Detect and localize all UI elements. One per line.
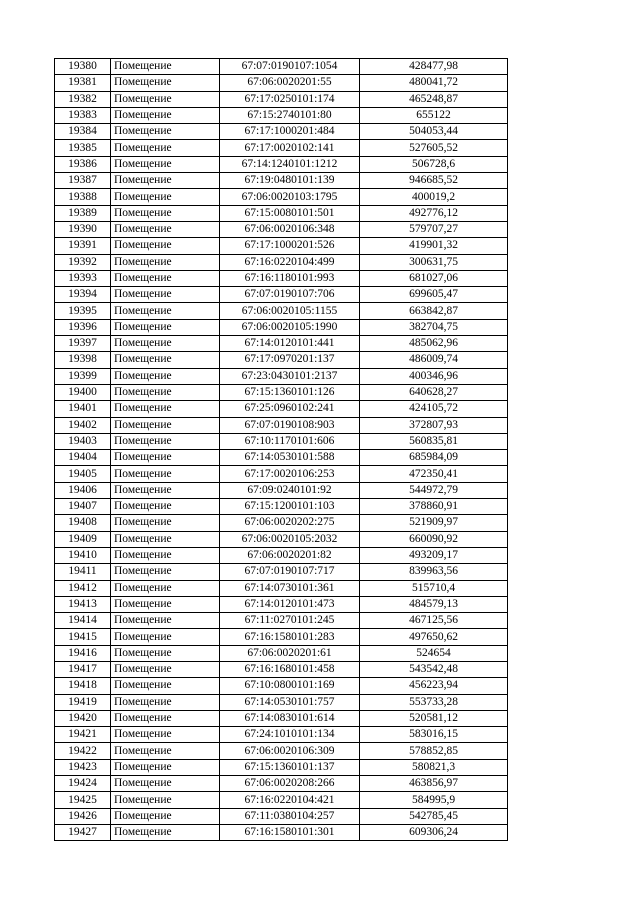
table-row	[55, 482, 508, 498]
cadastral-number-cell: 67:10:0800101:169	[220, 678, 360, 694]
table-row	[55, 515, 508, 531]
table-row	[55, 433, 508, 449]
table-row	[55, 710, 508, 726]
table-row	[55, 596, 508, 612]
row-number-cell: 19400	[55, 384, 111, 400]
object-type-cell: Помещение	[111, 515, 220, 531]
cadastral-number-cell: 67:14:1240101:1212	[220, 156, 360, 172]
cadastral-number-cell: 67:16:0220104:499	[220, 254, 360, 270]
row-number-cell: 19390	[55, 221, 111, 237]
object-type-cell: Помещение	[111, 140, 220, 156]
cadastral-number-cell: 67:15:1360101:137	[220, 759, 360, 775]
cadastral-value-cell: 382704,75	[360, 319, 508, 335]
cadastral-number-cell: 67:06:0020201:82	[220, 547, 360, 563]
row-number-cell: 19384	[55, 124, 111, 140]
table-row	[55, 661, 508, 677]
cadastral-value-cell: 465248,87	[360, 91, 508, 107]
row-number-cell: 19417	[55, 661, 111, 677]
object-type-cell: Помещение	[111, 824, 220, 840]
object-type-cell: Помещение	[111, 661, 220, 677]
cadastral-number-cell: 67:15:1200101:103	[220, 499, 360, 515]
row-number-cell: 19406	[55, 482, 111, 498]
cadastral-number-cell: 67:07:0190107:717	[220, 564, 360, 580]
cadastral-number-cell: 67:14:0530101:757	[220, 694, 360, 710]
object-type-cell: Помещение	[111, 270, 220, 286]
cadastral-value-cell: 660090,92	[360, 531, 508, 547]
cadastral-value-cell: 378860,91	[360, 499, 508, 515]
table-row	[55, 547, 508, 563]
table-row	[55, 808, 508, 824]
object-type-cell: Помещение	[111, 776, 220, 792]
cadastral-value-cell: 428477,98	[360, 59, 508, 75]
row-number-cell: 19401	[55, 401, 111, 417]
object-type-cell: Помещение	[111, 727, 220, 743]
cadastral-number-cell: 67:06:0020106:309	[220, 743, 360, 759]
table-row	[55, 107, 508, 123]
cadastral-value-cell: 515710,4	[360, 580, 508, 596]
row-number-cell: 19383	[55, 107, 111, 123]
table-row	[55, 189, 508, 205]
cadastral-number-cell: 67:06:0020105:2032	[220, 531, 360, 547]
cadastral-value-cell: 467125,56	[360, 613, 508, 629]
cadastral-number-cell: 67:09:0240101:92	[220, 482, 360, 498]
object-type-cell: Помещение	[111, 205, 220, 221]
object-type-cell: Помещение	[111, 613, 220, 629]
object-type-cell: Помещение	[111, 173, 220, 189]
row-number-cell: 19396	[55, 319, 111, 335]
object-type-cell: Помещение	[111, 531, 220, 547]
cadastral-value-cell: 560835,81	[360, 433, 508, 449]
object-type-cell: Помещение	[111, 287, 220, 303]
cadastral-number-cell: 67:16:1680101:458	[220, 661, 360, 677]
object-type-cell: Помещение	[111, 792, 220, 808]
table-row	[55, 466, 508, 482]
row-number-cell: 19423	[55, 759, 111, 775]
object-type-cell: Помещение	[111, 124, 220, 140]
table-row	[55, 759, 508, 775]
row-number-cell: 19402	[55, 417, 111, 433]
row-number-cell: 19412	[55, 580, 111, 596]
cadastral-number-cell: 67:17:0020102:141	[220, 140, 360, 156]
object-type-cell: Помещение	[111, 645, 220, 661]
object-type-cell: Помещение	[111, 499, 220, 515]
cadastral-number-cell: 67:25:0960102:241	[220, 401, 360, 417]
cadastral-number-cell: 67:06:0020208:266	[220, 776, 360, 792]
row-number-cell: 19380	[55, 59, 111, 75]
cadastral-value-cell: 527605,52	[360, 140, 508, 156]
cadastral-value-cell: 553733,28	[360, 694, 508, 710]
row-number-cell: 19397	[55, 336, 111, 352]
object-type-cell: Помещение	[111, 564, 220, 580]
object-type-cell: Помещение	[111, 678, 220, 694]
object-type-cell: Помещение	[111, 482, 220, 498]
object-type-cell: Помещение	[111, 75, 220, 91]
table-row	[55, 776, 508, 792]
cadastral-number-cell: 67:16:1180101:993	[220, 270, 360, 286]
table-row	[55, 401, 508, 417]
cadastral-value-cell: 463856,97	[360, 776, 508, 792]
cadastral-value-cell: 480041,72	[360, 75, 508, 91]
object-type-cell: Помещение	[111, 91, 220, 107]
cadastral-number-cell: 67:06:0020202:275	[220, 515, 360, 531]
cadastral-number-cell: 67:14:0730101:361	[220, 580, 360, 596]
cadastral-value-cell: 579707,27	[360, 221, 508, 237]
object-type-cell: Помещение	[111, 303, 220, 319]
table-row	[55, 156, 508, 172]
cadastral-value-cell: 497650,62	[360, 629, 508, 645]
object-type-cell: Помещение	[111, 189, 220, 205]
row-number-cell: 19403	[55, 433, 111, 449]
cadastral-number-cell: 67:15:2740101:80	[220, 107, 360, 123]
row-number-cell: 19404	[55, 450, 111, 466]
object-type-cell: Помещение	[111, 710, 220, 726]
cadastral-value-cell: 543542,48	[360, 661, 508, 677]
object-type-cell: Помещение	[111, 759, 220, 775]
table-row	[55, 450, 508, 466]
object-type-cell: Помещение	[111, 547, 220, 563]
cadastral-value-cell: 640628,27	[360, 384, 508, 400]
object-type-cell: Помещение	[111, 336, 220, 352]
cadastral-value-cell: 300631,75	[360, 254, 508, 270]
row-number-cell: 19413	[55, 596, 111, 612]
table-row	[55, 75, 508, 91]
cadastral-value-cell: 521909,97	[360, 515, 508, 531]
table-row	[55, 352, 508, 368]
table-row	[55, 792, 508, 808]
cadastral-value-cell: 544972,79	[360, 482, 508, 498]
row-number-cell: 19405	[55, 466, 111, 482]
cadastral-value-cell: 609306,24	[360, 824, 508, 840]
cadastral-number-cell: 67:16:1580101:283	[220, 629, 360, 645]
cadastral-number-cell: 67:17:0970201:137	[220, 352, 360, 368]
object-type-cell: Помещение	[111, 59, 220, 75]
table-row	[55, 727, 508, 743]
table-row	[55, 254, 508, 270]
row-number-cell: 19394	[55, 287, 111, 303]
cadastral-value-cell: 424105,72	[360, 401, 508, 417]
table-row	[55, 221, 508, 237]
table-row	[55, 678, 508, 694]
cadastral-number-cell: 67:10:1170101:606	[220, 433, 360, 449]
cadastral-number-cell: 67:14:0120101:441	[220, 336, 360, 352]
cadastral-value-cell: 504053,44	[360, 124, 508, 140]
row-number-cell: 19385	[55, 140, 111, 156]
table-row	[55, 270, 508, 286]
cadastral-number-cell: 67:15:0080101:501	[220, 205, 360, 221]
table-row	[55, 645, 508, 661]
table-row	[55, 173, 508, 189]
row-number-cell: 19420	[55, 710, 111, 726]
object-type-cell: Помещение	[111, 417, 220, 433]
table-row	[55, 205, 508, 221]
cadastral-number-cell: 67:17:0020106:253	[220, 466, 360, 482]
object-type-cell: Помещение	[111, 319, 220, 335]
cadastral-number-cell: 67:16:1580101:301	[220, 824, 360, 840]
table-row	[55, 417, 508, 433]
cadastral-value-cell: 584995,9	[360, 792, 508, 808]
row-number-cell: 19399	[55, 368, 111, 384]
object-type-cell: Помещение	[111, 107, 220, 123]
object-type-cell: Помещение	[111, 694, 220, 710]
cadastral-number-cell: 67:07:0190107:1054	[220, 59, 360, 75]
object-type-cell: Помещение	[111, 238, 220, 254]
table-row	[55, 287, 508, 303]
cadastral-number-cell: 67:17:1000201:526	[220, 238, 360, 254]
cadastral-number-cell: 67:23:0430101:2137	[220, 368, 360, 384]
object-type-cell: Помещение	[111, 466, 220, 482]
object-type-cell: Помещение	[111, 743, 220, 759]
row-number-cell: 19424	[55, 776, 111, 792]
cadastral-number-cell: 67:14:0120101:473	[220, 596, 360, 612]
cadastral-number-cell: 67:06:0020103:1795	[220, 189, 360, 205]
object-type-cell: Помещение	[111, 156, 220, 172]
object-type-cell: Помещение	[111, 352, 220, 368]
object-type-cell: Помещение	[111, 450, 220, 466]
cadastral-value-cell: 506728,6	[360, 156, 508, 172]
row-number-cell: 19422	[55, 743, 111, 759]
cadastral-number-cell: 67:16:0220104:421	[220, 792, 360, 808]
cadastral-value-cell: 486009,74	[360, 352, 508, 368]
cadastral-value-cell: 400346,96	[360, 368, 508, 384]
cadastral-value-cell: 542785,45	[360, 808, 508, 824]
object-type-cell: Помещение	[111, 433, 220, 449]
row-number-cell: 19392	[55, 254, 111, 270]
row-number-cell: 19416	[55, 645, 111, 661]
cadastral-value-cell: 419901,32	[360, 238, 508, 254]
cadastral-number-cell: 67:17:1000201:484	[220, 124, 360, 140]
cadastral-number-cell: 67:07:0190108:903	[220, 417, 360, 433]
cadastral-value-cell: 839963,56	[360, 564, 508, 580]
row-number-cell: 19381	[55, 75, 111, 91]
table-row	[55, 564, 508, 580]
table-row	[55, 743, 508, 759]
table-row	[55, 384, 508, 400]
cadastral-number-cell: 67:17:0250101:174	[220, 91, 360, 107]
row-number-cell: 19393	[55, 270, 111, 286]
object-type-cell: Помещение	[111, 384, 220, 400]
cadastral-number-cell: 67:06:0020106:348	[220, 221, 360, 237]
object-type-cell: Помещение	[111, 596, 220, 612]
table-body	[55, 59, 508, 841]
object-type-cell: Помещение	[111, 221, 220, 237]
cadastral-value-cell: 681027,06	[360, 270, 508, 286]
cadastral-value-cell: 946685,52	[360, 173, 508, 189]
row-number-cell: 19426	[55, 808, 111, 824]
row-number-cell: 19398	[55, 352, 111, 368]
cadastral-value-table	[54, 58, 508, 841]
cadastral-value-cell: 524654	[360, 645, 508, 661]
cadastral-number-cell: 67:07:0190107:706	[220, 287, 360, 303]
cadastral-number-cell: 67:11:0380104:257	[220, 808, 360, 824]
cadastral-number-cell: 67:14:0830101:614	[220, 710, 360, 726]
row-number-cell: 19409	[55, 531, 111, 547]
row-number-cell: 19414	[55, 613, 111, 629]
table-row	[55, 124, 508, 140]
row-number-cell: 19418	[55, 678, 111, 694]
cadastral-value-cell: 663842,87	[360, 303, 508, 319]
object-type-cell: Помещение	[111, 580, 220, 596]
cadastral-value-cell: 578852,85	[360, 743, 508, 759]
row-number-cell: 19411	[55, 564, 111, 580]
cadastral-value-cell: 456223,94	[360, 678, 508, 694]
cadastral-value-cell: 372807,93	[360, 417, 508, 433]
cadastral-number-cell: 67:24:1010101:134	[220, 727, 360, 743]
cadastral-number-cell: 67:11:0270101:245	[220, 613, 360, 629]
table-row	[55, 613, 508, 629]
cadastral-value-cell: 520581,12	[360, 710, 508, 726]
cadastral-value-cell: 580821,3	[360, 759, 508, 775]
table-row	[55, 531, 508, 547]
table-row	[55, 91, 508, 107]
cadastral-value-cell: 699605,47	[360, 287, 508, 303]
cadastral-value-cell: 492776,12	[360, 205, 508, 221]
row-number-cell: 19427	[55, 824, 111, 840]
cadastral-number-cell: 67:19:0480101:139	[220, 173, 360, 189]
cadastral-value-cell: 400019,2	[360, 189, 508, 205]
cadastral-value-cell: 485062,96	[360, 336, 508, 352]
cadastral-number-cell: 67:15:1360101:126	[220, 384, 360, 400]
row-number-cell: 19391	[55, 238, 111, 254]
row-number-cell: 19407	[55, 499, 111, 515]
object-type-cell: Помещение	[111, 401, 220, 417]
table-row	[55, 238, 508, 254]
row-number-cell: 19410	[55, 547, 111, 563]
cadastral-value-cell: 472350,41	[360, 466, 508, 482]
row-number-cell: 19419	[55, 694, 111, 710]
object-type-cell: Помещение	[111, 368, 220, 384]
table-row	[55, 499, 508, 515]
row-number-cell: 19387	[55, 173, 111, 189]
cadastral-number-cell: 67:06:0020105:1155	[220, 303, 360, 319]
cadastral-value-cell: 655122	[360, 107, 508, 123]
table-row	[55, 140, 508, 156]
row-number-cell: 19415	[55, 629, 111, 645]
cadastral-value-cell: 685984,09	[360, 450, 508, 466]
cadastral-number-cell: 67:06:0020201:61	[220, 645, 360, 661]
row-number-cell: 19386	[55, 156, 111, 172]
table-row	[55, 694, 508, 710]
table-row	[55, 59, 508, 75]
row-number-cell: 19388	[55, 189, 111, 205]
cadastral-value-cell: 583016,15	[360, 727, 508, 743]
cadastral-number-cell: 67:06:0020105:1990	[220, 319, 360, 335]
table-row	[55, 368, 508, 384]
table-row	[55, 580, 508, 596]
row-number-cell: 19382	[55, 91, 111, 107]
row-number-cell: 19421	[55, 727, 111, 743]
row-number-cell: 19395	[55, 303, 111, 319]
cadastral-number-cell: 67:14:0530101:588	[220, 450, 360, 466]
cadastral-value-cell: 484579,13	[360, 596, 508, 612]
row-number-cell: 19389	[55, 205, 111, 221]
object-type-cell: Помещение	[111, 629, 220, 645]
table-row	[55, 824, 508, 840]
row-number-cell: 19425	[55, 792, 111, 808]
table-row	[55, 319, 508, 335]
cadastral-number-cell: 67:06:0020201:55	[220, 75, 360, 91]
cadastral-value-cell: 493209,17	[360, 547, 508, 563]
object-type-cell: Помещение	[111, 808, 220, 824]
table-row	[55, 336, 508, 352]
row-number-cell: 19408	[55, 515, 111, 531]
object-type-cell: Помещение	[111, 254, 220, 270]
table-row	[55, 303, 508, 319]
table-row	[55, 629, 508, 645]
